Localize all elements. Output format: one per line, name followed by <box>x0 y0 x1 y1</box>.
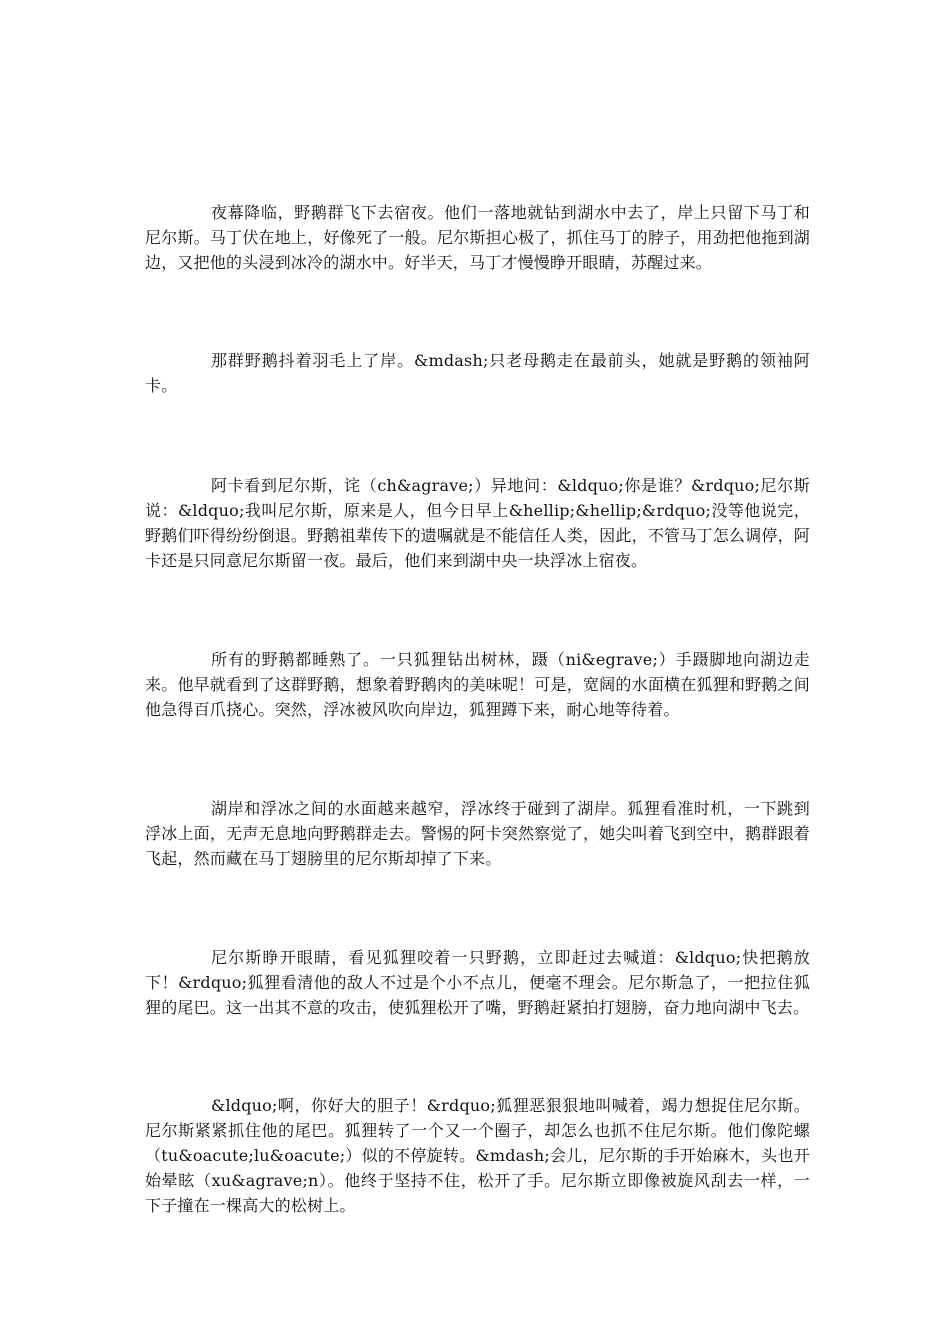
paragraph-2: 那群野鹅抖着羽毛上了岸。&mdash;只老母鹅走在最前头，她就是野鹅的领袖阿卡。 <box>145 351 810 395</box>
paragraph-4: 所有的野鹅都睡熟了。一只狐狸钻出树林，蹑（ni&egrave;）手蹑脚地向湖边走来。他早就看到了这群野鹅，想象着野鹅肉的美味呢！可是，宽阔的水面横在狐狸和野鹅之间他急得百爪挠心。突然，浮冰被风吹向岸边，狐狸蹲下来，耐心地等待着。 <box>145 650 810 719</box>
paragraph-5: 湖岸和浮冰之间的水面越来越窄，浮冰终于碰到了湖岸。狐狸看准时机，一下跳到浮冰上面，无声无息地向野鹅群走去。警惕的阿卡突然察觉了，她尖叫着飞到空中，鹅群跟着飞起，然而藏在马丁翅膀里的尼尔斯却掉了下来。 <box>145 799 810 868</box>
paragraph-6: 尼尔斯睁开眼睛，看见狐狸咬着一只野鹅，立即赶过去喊道：&ldquo;快把鹅放下！&rdquo;狐狸看清他的敌人不过是个小不点儿，便毫不理会。尼尔斯急了，一把拉住狐狸的尾巴。这一出其不意的攻击，使狐狸松开了嘴，野鹅赶紧拍打翅膀，奋力地向湖中飞去。 <box>145 948 810 1017</box>
paragraph-1: 夜幕降临，野鹅群飞下去宿夜。他们一落地就钻到湖水中去了，岸上只留下马丁和尼尔斯。马丁伏在地上，好像死了一般。尼尔斯担心极了，抓住马丁的脖子，用劲把他拖到湖边，又把他的头浸到冰冷的湖水中。好半天，马丁才慢慢睁开眼睛，苏醒过来。 <box>145 203 810 272</box>
paragraph-3: 阿卡看到尼尔斯，诧（ch&agrave;）异地问：&ldquo;你是谁？&rdquo;尼尔斯说：&ldquo;我叫尼尔斯，原来是人，但今日早上&hellip;&hellip;&rdquo;没等他说完，野鹅们吓得纷纷倒退。野鹅祖辈传下的遗嘱就是不能信任人类，因此，不管马丁怎么调停，阿卡还是只同意尼尔斯留一夜。最后，他们来到湖中央一块浮冰上宿夜。 <box>145 476 810 570</box>
paragraph-7: &ldquo;啊，你好大的胆子！&rdquo;狐狸恶狠狠地叫喊着，竭力想捉住尼尔斯。尼尔斯紧紧抓住他的尾巴。狐狸转了一个又一个圈子，却怎么也抓不住尼尔斯。他们像陀螺（tu&oacute;lu&oacute;）似的不停旋转。&mdash;会儿，尼尔斯的手开始麻木，头也开始晕眩（xu&agrave;n）。他终于坚持不住，松开了手。尼尔斯立即像被旋风刮去一样，一下子撞在一棵高大的松树上。 <box>145 1096 810 1215</box>
